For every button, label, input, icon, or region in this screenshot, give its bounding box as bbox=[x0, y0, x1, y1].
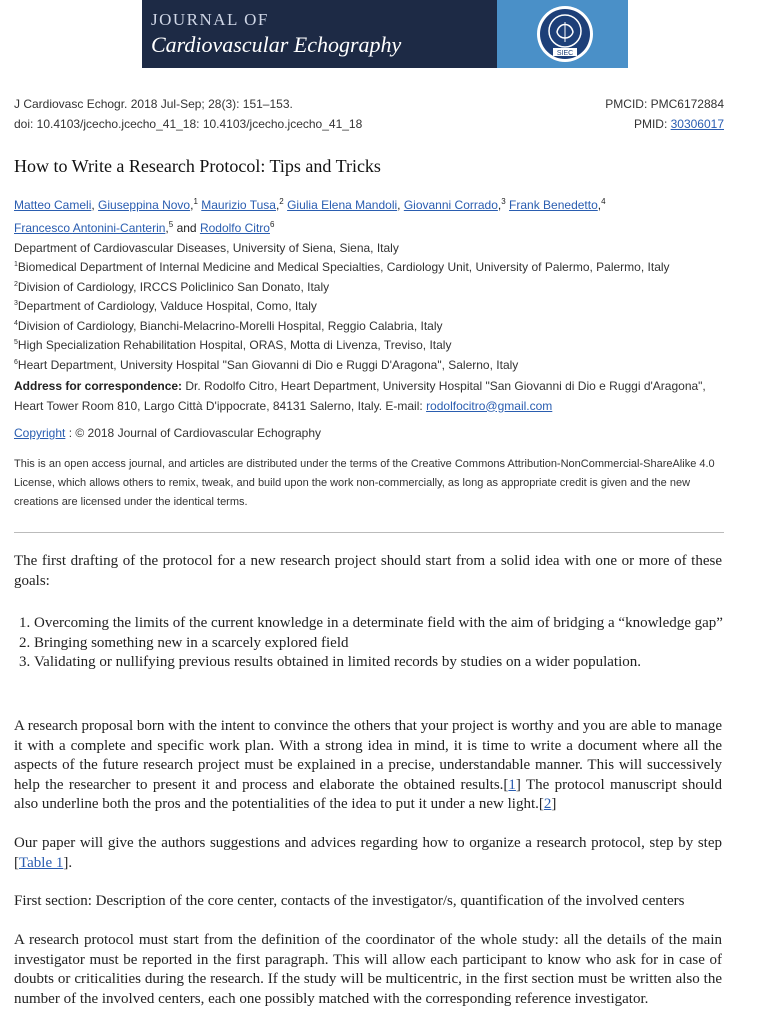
journal-banner-title-block bbox=[142, 0, 497, 68]
seal-label: SIEC bbox=[556, 50, 574, 57]
pmid bbox=[634, 117, 724, 131]
copyright bbox=[14, 426, 321, 440]
author-link[interactable]: Giovanni Corrado bbox=[403, 198, 498, 212]
copyright-link[interactable]: Copyright bbox=[14, 426, 66, 440]
journal-banner-line1: JOURNAL OF bbox=[151, 10, 269, 29]
list-item: 3. Validating or nullifying previous results obtained in limited records by studies on a wider population. bbox=[34, 653, 742, 673]
citation: J Cardiovasc Echogr. 2018 Jul-Sep; 28(3): 151–153. bbox=[14, 97, 293, 111]
reference-link[interactable]: 2 bbox=[543, 796, 552, 812]
goals-list bbox=[14, 614, 742, 673]
author-link[interactable]: Frank Benedetto bbox=[509, 198, 598, 212]
author-sup: 3 bbox=[501, 197, 506, 206]
affiliation: $^2$Division of Cardiology, IRCCS Policlinico San Donato, Italy bbox=[14, 280, 330, 294]
author-link[interactable]: Francesco Antonini-Canterin bbox=[14, 221, 166, 235]
author-sup: 4 bbox=[601, 197, 606, 206]
intro-paragraph: The first drafting of the protocol for a new research project should start from a solid idea with one or more of these goals: bbox=[14, 553, 722, 589]
author-link[interactable]: Matteo Cameli bbox=[14, 198, 92, 212]
correspondence-label: Address for correspondence: bbox=[14, 379, 183, 393]
pmid-label: PMID: bbox=[633, 117, 671, 131]
table-link[interactable]: Table 1 bbox=[19, 854, 64, 871]
author-link[interactable]: Giuseppina Novo bbox=[98, 198, 191, 212]
paragraph-first-section: A research protocol must start from the definition of the coordinator of the whole study: all the details of the main investigator must be reported in the first paragraph. This will allow each participant to know who ask for in case of doubts or criticalities during the research. If the study will be multicentric, in the first section must be written also the number of the involved centers, each one possibly matched with the corresponding reference investigator. bbox=[14, 932, 722, 1007]
affiliation: $^4$Division of Cardiology, Bianchi-Melacrino-Morelli Hospital, Reggio Calabria, Italy bbox=[14, 319, 443, 333]
doi: doi: 10.4103/jcecho.jcecho_41_18: 10.4103/jcecho.jcecho_41_18 bbox=[14, 117, 363, 131]
journal-seal-icon bbox=[535, 4, 595, 64]
author-sup: 6 bbox=[269, 220, 275, 229]
correspondence-text: Dr. Rodolfo Citro, Heart Department, University Hospital "San Giovanni di Dio e Ruggi d'Aragona", Heart Tower Room 810, Largo Città D'ippocrate, 84131 Salerno, Italy. E-mail: bbox=[14, 379, 706, 413]
author-list: Matteo Cameli, Giuseppina Novo,$^1$ Maurizio Tusa,$^2$ Giulia Elena Mandoli, Giovanni Corrado,$^3$ Frank Benedetto,$^4$ Francesco Antonini-Canterin,$^5$ and Rodolfo Citro$^6$ bbox=[14, 197, 606, 235]
pmcid: PMCID: PMC6172884 bbox=[605, 97, 724, 111]
divider bbox=[14, 532, 724, 533]
author-sup: 2 bbox=[279, 197, 284, 206]
reference-link[interactable]: 1 bbox=[508, 776, 516, 793]
license-text: This is an open access journal, and articles are distributed under the terms of the Creative Commons Attribution-NonCommercial-ShareAlike 4.0 License, which allows others to remix, tweak, and build upon the work non-commercially, as long as appropriate credit is given and the new creations are licensed under the identical terms. bbox=[14, 458, 715, 508]
journal-banner-line2: Cardiovascular Echography bbox=[151, 32, 402, 57]
journal-banner bbox=[142, 0, 628, 68]
affiliation: Department of Cardiovascular Diseases, University of Siena, Siena, Italy bbox=[14, 241, 399, 255]
journal-seal-block bbox=[497, 0, 628, 68]
article-title: How to Write a Research Protocol: Tips and Tricks bbox=[14, 156, 381, 176]
list-item: 2. Bringing something new in a scarcely explored field bbox=[34, 634, 742, 654]
author-sup: 1 bbox=[193, 197, 198, 206]
author-link[interactable]: Giulia Elena Mandoli bbox=[287, 198, 398, 212]
author-link[interactable]: Maurizio Tusa bbox=[201, 198, 276, 212]
affiliation: $^3$Department of Cardiology, Valduce Hospital, Como, Italy bbox=[14, 299, 317, 313]
author-sup: 5 bbox=[168, 220, 174, 229]
pmid-link[interactable]: 30306017 bbox=[670, 117, 724, 131]
email-link[interactable]: rodolfocitro@gmail.com bbox=[426, 398, 553, 413]
affiliation: $^6$Heart Department, University Hospital "San Giovanni di Dio e Ruggi D'Aragona", Salerno, Italy bbox=[14, 358, 519, 372]
paragraph-proposal: A research proposal born with the intent to convince the others that your project is worthy and you are able to manage it with a complete and specific work plan. With a strong idea in mind, it is time to write a document where all the aspects of the future research project must be explained in a precise, understandable manner. This will successively help the researcher to present it and process and elaborate the obtained results.[1] The protocol manuscript should also underline both the pros and the potentialities of the idea to put it under a new light.[2] bbox=[14, 718, 723, 812]
paragraph-overview: Our paper will give the authors suggestions and advices regarding how to organize a research protocol, step by step [Table 1]. bbox=[14, 835, 722, 871]
list-item: 1. Overcoming the limits of the current knowledge in a determinate field with the aim of bridging a “knowledge gap” bbox=[34, 614, 742, 634]
copyright-text: : © 2018 Journal of Cardiovascular Echography bbox=[65, 426, 322, 440]
authors-and: and bbox=[176, 221, 197, 235]
correspondence bbox=[14, 377, 734, 416]
affiliation: $^1$Biomedical Department of Internal Medicine and Medical Specialties, Cardiology Unit, University of Palermo, Palermo, Italy bbox=[14, 260, 670, 274]
section-heading: First section: Description of the core center, contacts of the investigator/s, quantification of the involved centers bbox=[14, 893, 685, 909]
affiliation: $^5$High Specialization Rehabilitation Hospital, ORAS, Motta di Livenza, Treviso, Italy bbox=[14, 338, 452, 352]
author-link[interactable]: Rodolfo Citro bbox=[199, 221, 270, 235]
